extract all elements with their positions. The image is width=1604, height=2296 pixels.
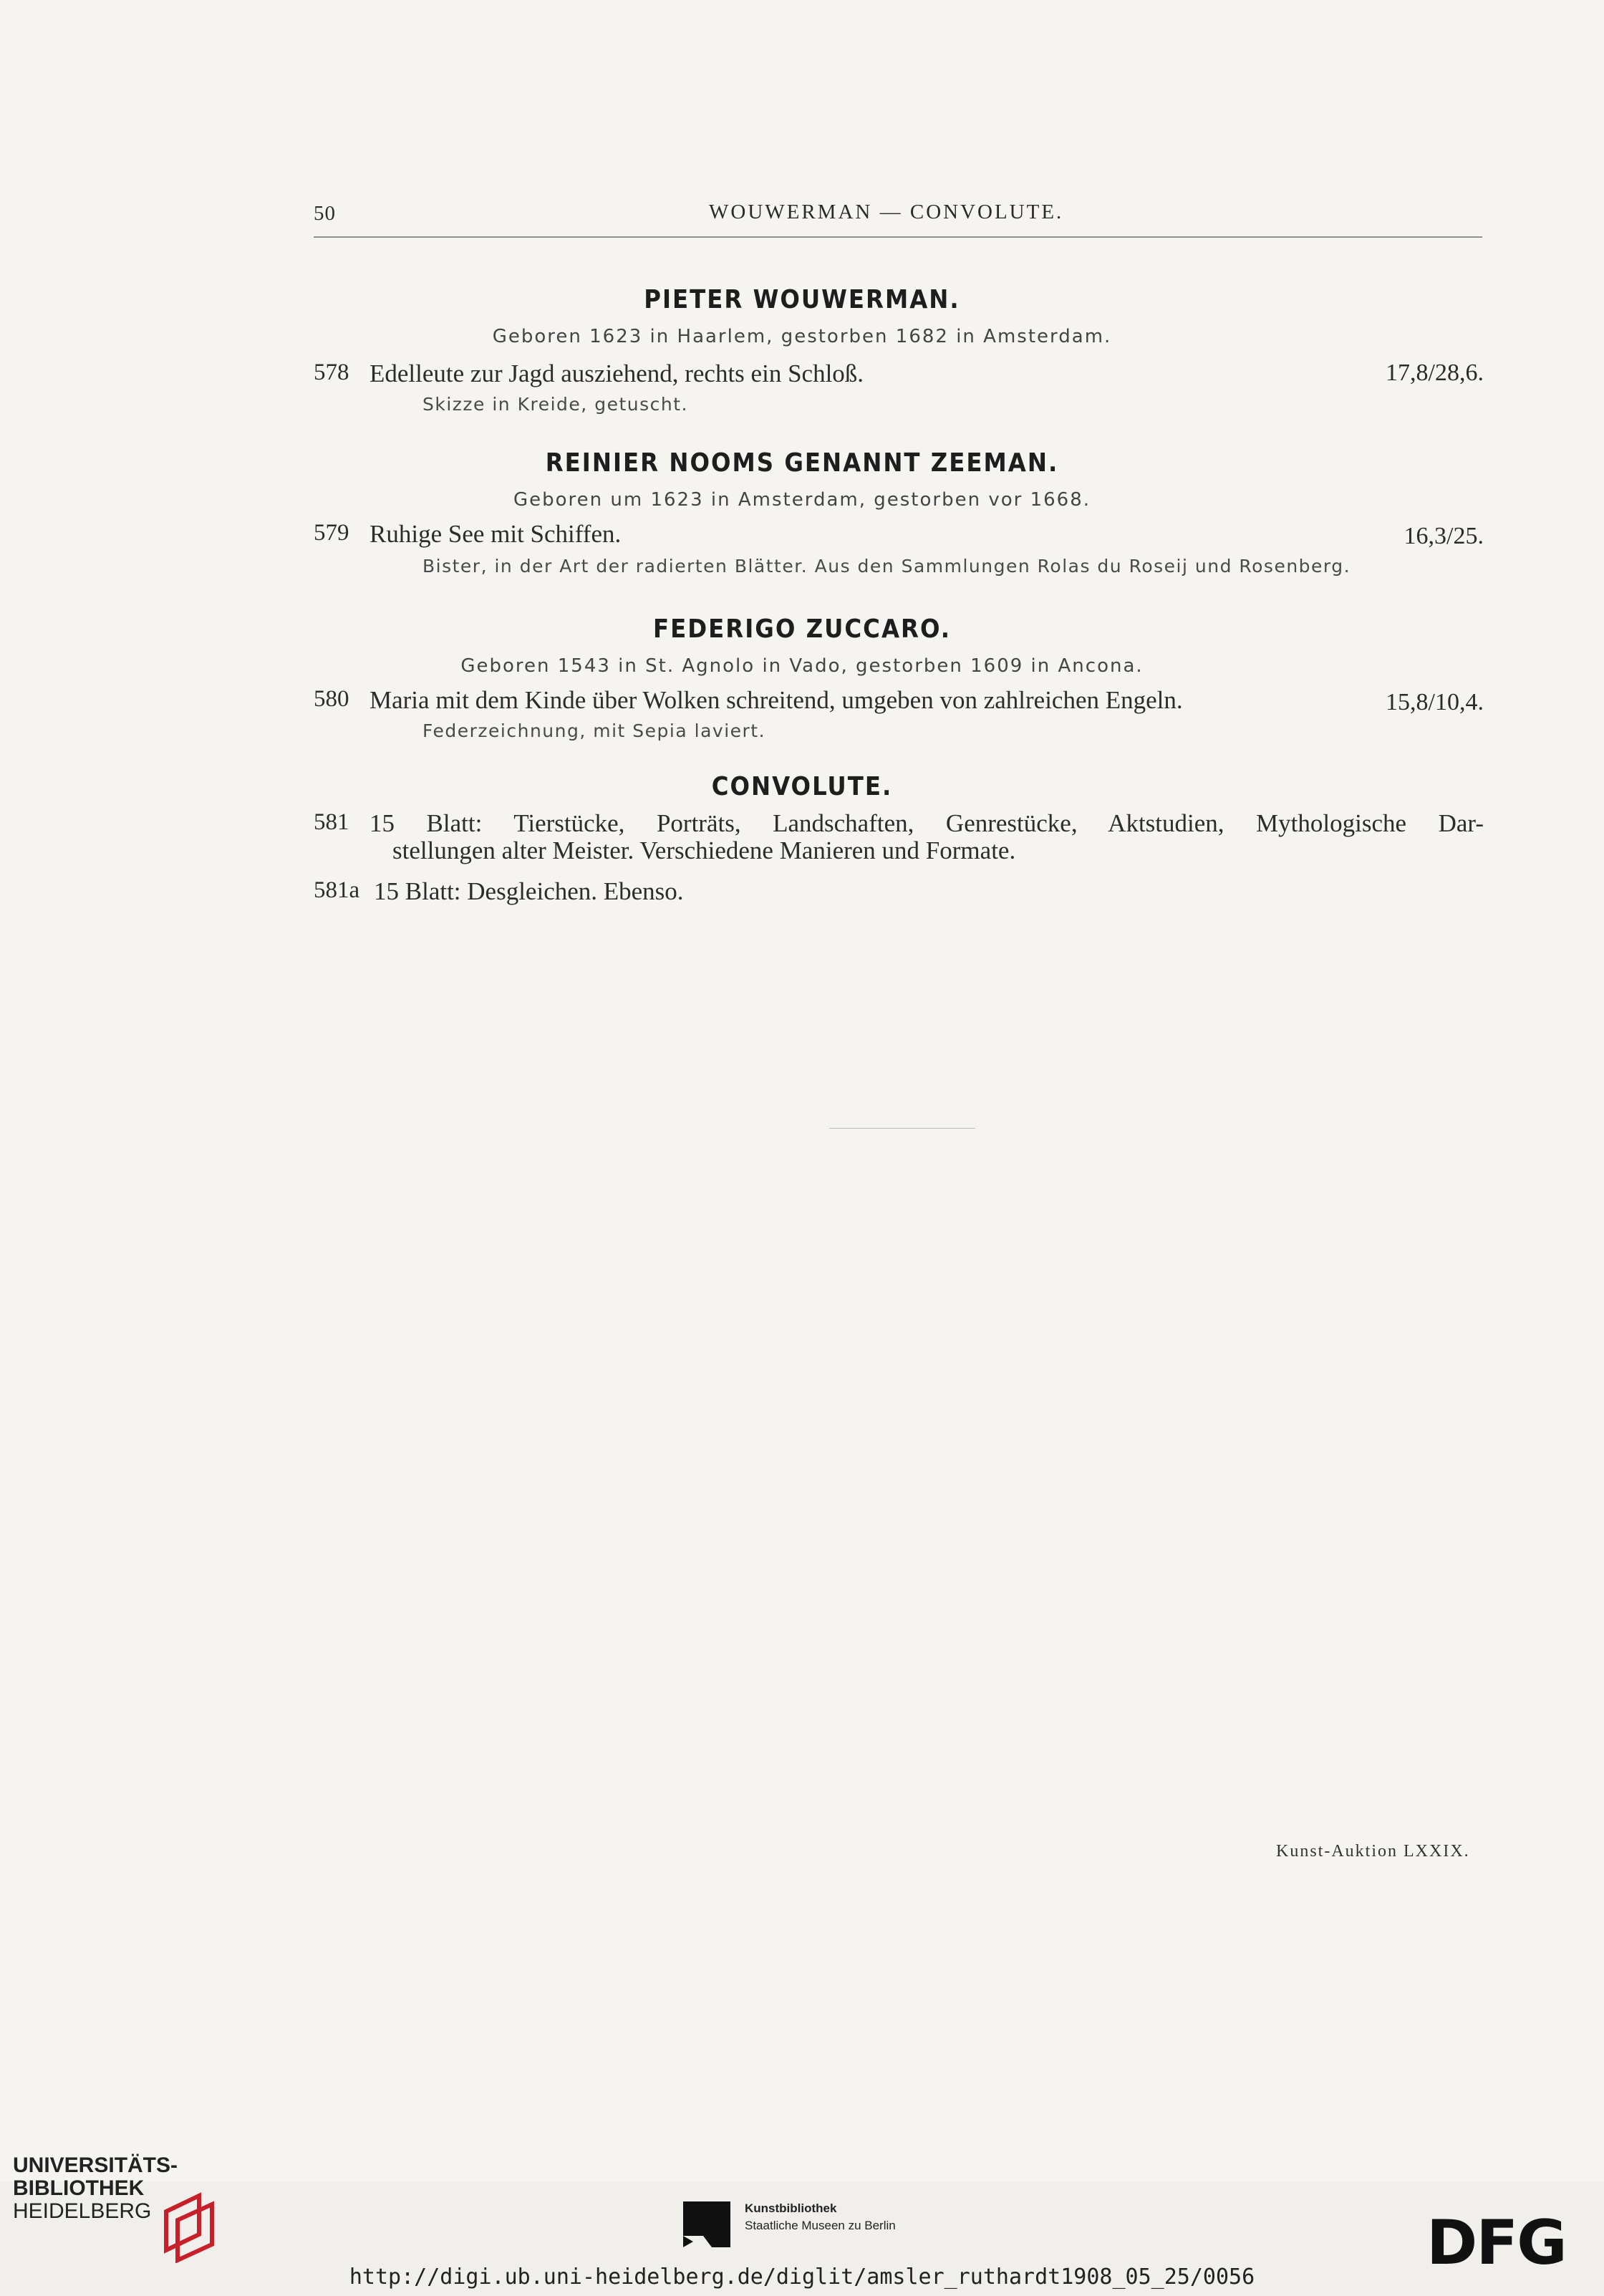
lot-number: 579	[314, 520, 349, 546]
kb-name: Kunstbibliothek	[745, 2201, 837, 2215]
library-emblem-icon	[162, 2191, 222, 2263]
convolute-heading: CONVOLUTE.	[711, 772, 893, 801]
artist-heading: PIETER WOUWERMAN.	[644, 285, 960, 314]
lot-title: Edelleute zur Jagd ausziehend, rechts ein Schloß.	[369, 360, 864, 387]
lot-text-line: 15 Blatt: Tierstücke, Porträts, Landschaften, Genrestücke, Aktstudien, Mythologische Dar-	[369, 809, 1484, 837]
artist-bio: Geboren 1543 in St. Agnolo in Vado, gestorben 1609 in Ancona.	[460, 655, 1144, 677]
university-library-logo[interactable]	[13, 2154, 178, 2223]
lot-dimensions: 17,8/28,6.	[1386, 360, 1484, 386]
separator-rule	[829, 1128, 975, 1129]
header-rule	[314, 236, 1482, 238]
lot-text-line: 15 Blatt: Desgleichen. Ebenso.	[374, 877, 684, 905]
lot-number: 580	[314, 686, 349, 712]
kunstbibliothek-logo-icon	[683, 2201, 730, 2247]
artist-heading: REINIER NOOMS GENANNT ZEEMAN.	[545, 448, 1059, 478]
lot-text-line: stellungen alter Meister. Verschiedene Manieren und Formate.	[392, 836, 1016, 864]
lot-note: Bister, in der Art der radierten Blätter. Aus den Sammlungen Rolas du Roseij und Rosenberg.	[422, 556, 1351, 577]
lot-dimensions: 15,8/10,4.	[1386, 689, 1484, 715]
library-name-line: BIBLIOTHEK	[13, 2176, 145, 2200]
lot-note: Federzeichnung, mit Sepia laviert.	[422, 720, 766, 741]
kunstbibliothek-text[interactable]	[745, 2200, 896, 2234]
artist-heading: FEDERIGO ZUCCARO.	[652, 614, 951, 644]
library-name-line: HEIDELBERG	[13, 2199, 152, 2223]
lot-note: Skizze in Kreide, getuscht.	[422, 394, 688, 415]
lot-number: 578	[314, 360, 349, 385]
lot-dimensions: 16,3/25.	[1404, 523, 1484, 549]
library-name-line: UNIVERSITÄTS-	[13, 2153, 178, 2177]
lot-title: Maria mit dem Kinde über Wolken schreitend, umgeben von zahlreichen Engeln.	[369, 686, 1183, 714]
auction-signature: Kunst-Auktion LXXIX.	[1276, 1842, 1470, 1861]
source-url-link[interactable]: http://digi.ub.uni-heidelberg.de/diglit/amsler_ruthardt1908_05_25/0056	[349, 2264, 1255, 2290]
kb-institution: Staatliche Museen zu Berlin	[745, 2219, 896, 2232]
page-number: 50	[314, 202, 336, 225]
artist-bio: Geboren 1623 in Haarlem, gestorben 1682 in Amsterdam.	[492, 326, 1112, 347]
lot-title: Ruhige See mit Schiffen.	[369, 520, 622, 548]
lot-number: 581	[314, 809, 349, 835]
artist-bio: Geboren um 1623 in Amsterdam, gestorben vor 1668.	[513, 489, 1091, 511]
dfg-logo[interactable]: DFG	[1426, 2207, 1566, 2279]
lot-number: 581a	[314, 877, 360, 903]
running-title: WOUWERMAN — CONVOLUTE.	[709, 201, 1064, 223]
